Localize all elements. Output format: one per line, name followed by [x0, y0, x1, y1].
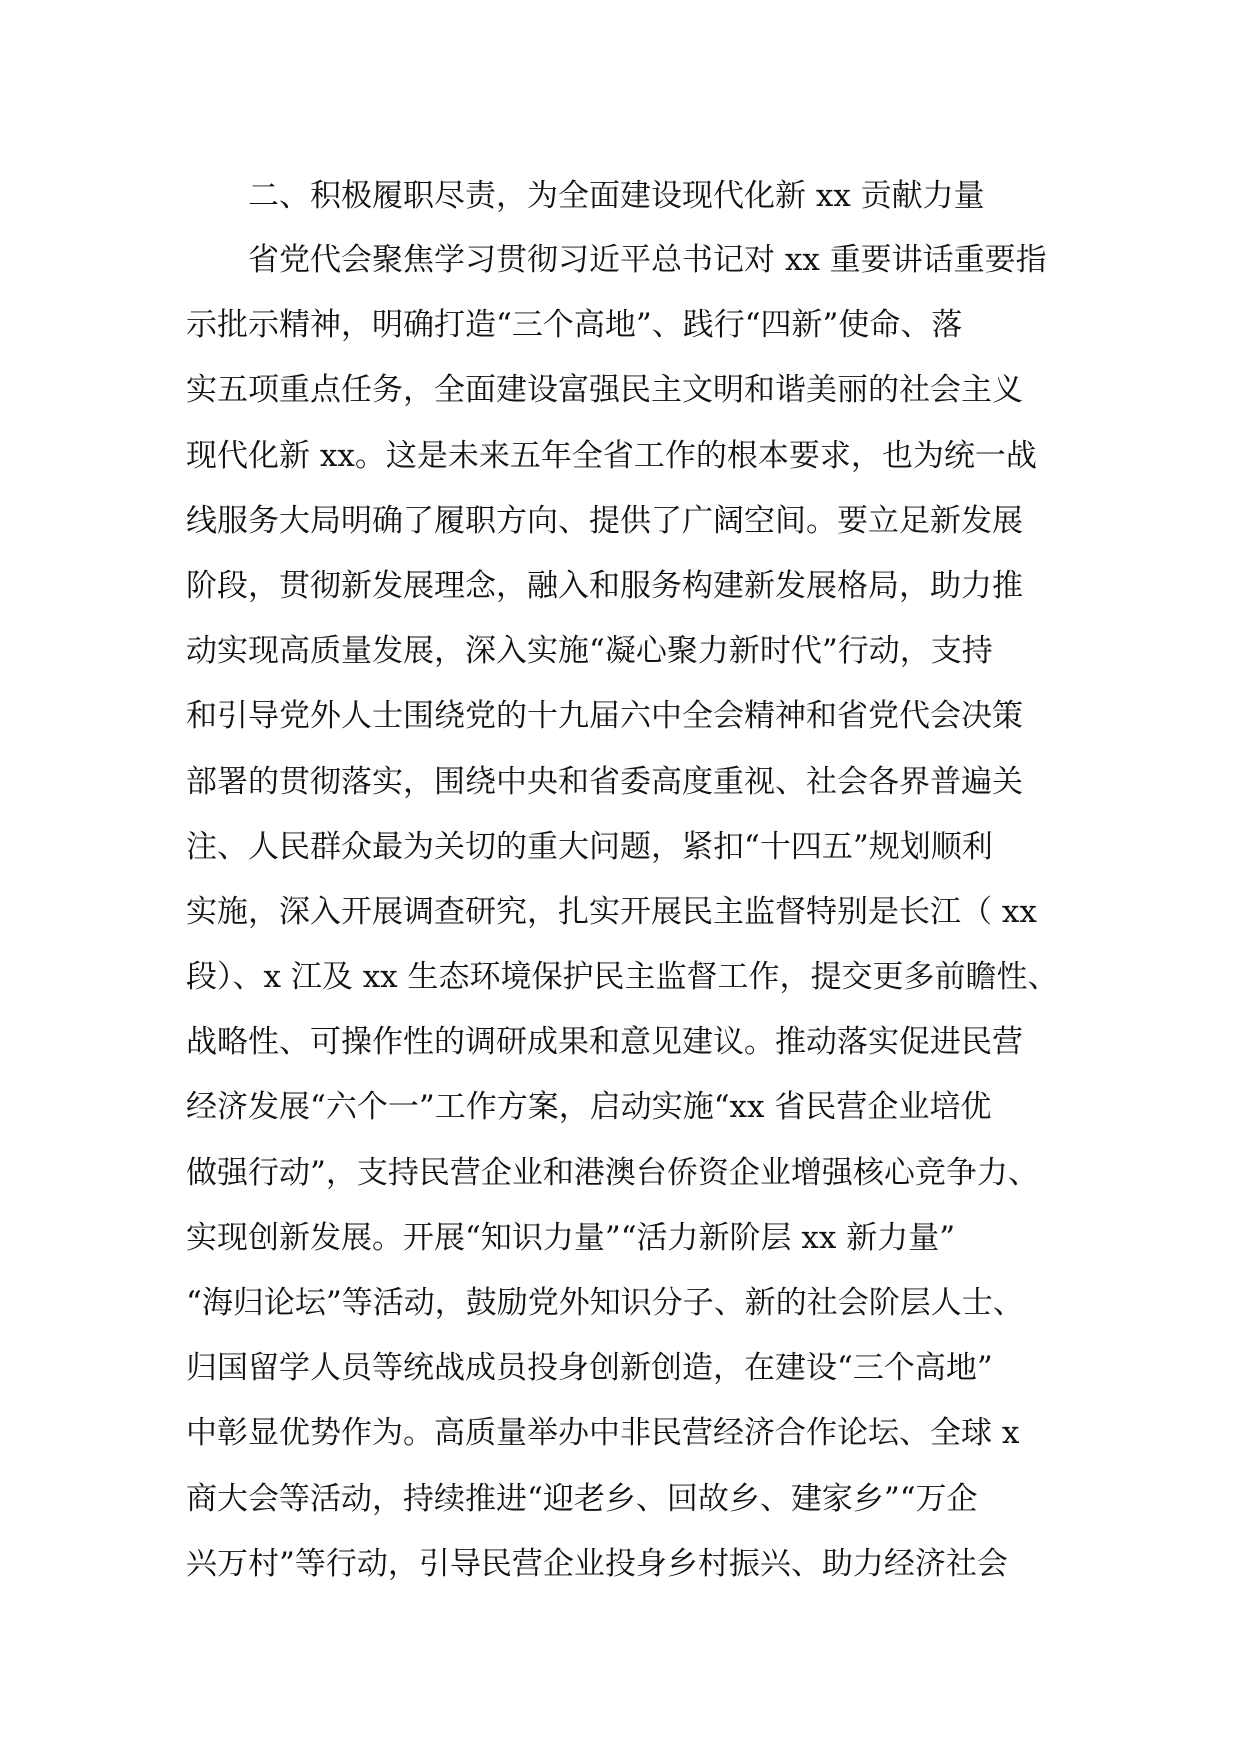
- paragraph-line: “海归论坛”等活动，鼓励党外知识分子、新的社会阶层人士、: [186, 1285, 1024, 1321]
- paragraph-line: 动实现高质量发展，深入实施“凝心聚力新时代”行动，支持: [186, 633, 993, 670]
- paragraph-line: 中彰显优势作为。高质量举办中非民营经济合作论坛、全球 x: [186, 1415, 1020, 1452]
- paragraph-line: 省党代会聚焦学习贯彻习近平总书记对 xx 重要讲话重要指: [248, 242, 1047, 278]
- paragraph-line: 现代化新 xx。这是未来五年全省工作的根本要求，也为统一战: [186, 437, 1037, 474]
- paragraph-line: 阶段，贯彻新发展理念，融入和服务构建新发展格局，助力推: [186, 567, 1023, 604]
- paragraph-line: 示批示精神，明确打造“三个高地”、践行“四新”使命、落: [186, 307, 963, 344]
- paragraph-line: 和引导党外人士围绕党的十九届六中全会精神和省党代会决策: [186, 698, 1023, 735]
- paragraph-line: 商大会等活动，持续推进“迎老乡、回故乡、建家乡”“万企: [186, 1480, 978, 1517]
- section-heading: 二、积极履职尽责，为全面建设现代化新 xx 贡献力量: [248, 178, 985, 214]
- paragraph-line: 归国留学人员等统战成员投身创新创造，在建设“三个高地”: [186, 1350, 993, 1387]
- paragraph-line: 部署的贯彻落实，围绕中央和省委高度重视、社会各界普遍关: [186, 763, 1023, 800]
- paragraph-line: 段）、x 江及 xx 生态环境保护民主监督工作，提交更多前瞻性、: [186, 959, 1059, 996]
- paragraph-line: 实现创新发展。开展“知识力量”“活力新阶层 xx 新力量”: [186, 1219, 956, 1256]
- paragraph-line: 线服务大局明确了履职方向、提供了广阔空间。要立足新发展: [186, 502, 1023, 539]
- paragraph-body: [186, 236, 1066, 1605]
- paragraph-line: 战略性、可操作性的调研成果和意见建议。推动落实促进民营: [186, 1024, 1023, 1061]
- paragraph-line: 兴万村”等行动，引导民营企业投身乡村振兴、助力经济社会: [186, 1545, 1008, 1582]
- paragraph-line: 实施，深入开展调查研究，扎实开展民主监督特别是长江（ xx: [186, 893, 1037, 930]
- paragraph-line: 实五项重点任务，全面建设富强民主文明和谐美丽的社会主义: [186, 372, 1023, 409]
- paragraph-line: 经济发展“六个一”工作方案，启动实施“xx 省民营企业培优: [186, 1089, 992, 1126]
- paragraph-line: 注、人民群众最为关切的重大问题，紧扣“十四五”规划顺利: [186, 828, 993, 865]
- paragraph-line: 做强行动”，支持民营企业和港澳台侨资企业增强核心竞争力、: [186, 1154, 1039, 1191]
